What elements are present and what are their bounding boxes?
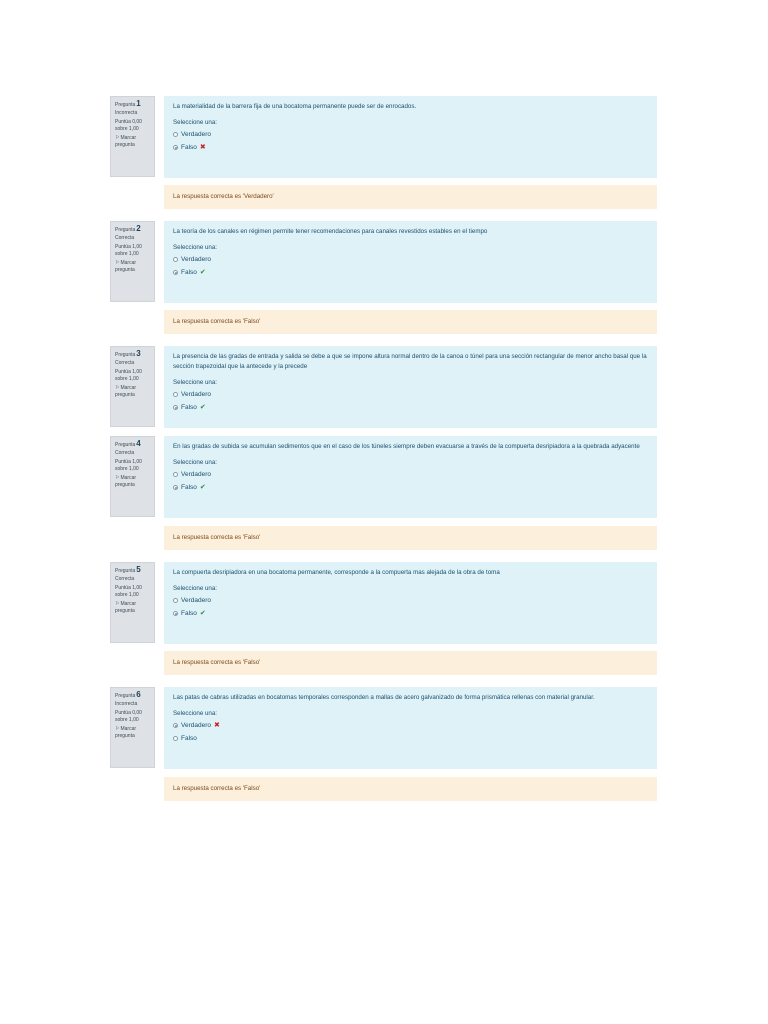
question-grade: Puntúa 1,00 sobre 1,00 bbox=[115, 244, 142, 257]
answer-option[interactable]: Falso bbox=[173, 732, 648, 745]
question-number: Pregunta5 bbox=[115, 565, 141, 574]
answer-option[interactable]: Verdadero bbox=[173, 594, 648, 607]
flag-icon: ⚐ bbox=[115, 601, 120, 607]
answer-option[interactable]: Verdadero bbox=[173, 468, 648, 481]
flag-question-link[interactable]: ⚐Marcar pregunta bbox=[115, 385, 137, 398]
answer-prompt: Seleccione una: bbox=[173, 119, 218, 126]
question-info bbox=[110, 562, 155, 643]
answer-option[interactable]: Falso ✔ bbox=[173, 607, 648, 620]
flag-question-link[interactable]: ⚐Marcar pregunta bbox=[115, 601, 137, 614]
correct-check-icon: ✔ bbox=[199, 610, 206, 617]
flag-icon: ⚐ bbox=[115, 135, 120, 141]
radio-button[interactable] bbox=[173, 257, 178, 262]
question-number: Pregunta1 bbox=[115, 99, 141, 108]
radio-button[interactable] bbox=[173, 736, 178, 741]
question-number: Pregunta3 bbox=[115, 349, 141, 358]
radio-button-checked[interactable] bbox=[173, 723, 178, 728]
question-text: La materialidad de la barrera fija de una bocatoma permanente puede ser de enrocados. bbox=[173, 103, 417, 110]
question-formulation bbox=[164, 96, 657, 178]
answer-option[interactable]: Verdadero bbox=[173, 128, 648, 141]
answer-prompt: Seleccione una: bbox=[173, 244, 218, 251]
answer-option[interactable]: Falso ✔ bbox=[173, 401, 648, 414]
flag-question-link[interactable]: ⚐Marcar pregunta bbox=[115, 726, 137, 739]
question-info bbox=[110, 687, 155, 768]
question-grade: Puntúa 0,00 sobre 1,00 bbox=[115, 119, 142, 132]
answer-option[interactable]: Verdadero ✖ bbox=[173, 719, 648, 732]
flag-icon: ⚐ bbox=[115, 260, 120, 266]
answer-prompt: Seleccione una: bbox=[173, 710, 218, 717]
question-text: La teoría de los canales en régimen permite tener recomendaciones para canales revestidos estables en el tiempo bbox=[173, 228, 488, 235]
incorrect-cross-icon: ✖ bbox=[199, 144, 206, 151]
correct-answer-feedback: La respuesta correcta es 'Falso' bbox=[164, 777, 657, 801]
question-grade: Puntúa 1,00 sobre 1,00 bbox=[115, 369, 142, 382]
correct-answer-feedback: La respuesta correcta es 'Falso' bbox=[164, 526, 657, 550]
radio-button-checked[interactable] bbox=[173, 145, 178, 150]
correct-check-icon: ✔ bbox=[199, 484, 206, 491]
answer-option[interactable]: Verdadero bbox=[173, 253, 648, 266]
flag-question-link[interactable]: ⚐Marcar pregunta bbox=[115, 260, 137, 273]
question-number: Pregunta6 bbox=[115, 690, 141, 699]
correct-answer-feedback: La respuesta correcta es 'Falso' bbox=[164, 310, 657, 334]
radio-button-checked[interactable] bbox=[173, 611, 178, 616]
radio-button-checked[interactable] bbox=[173, 405, 178, 410]
answer-prompt: Seleccione una: bbox=[173, 459, 218, 466]
question-formulation bbox=[164, 436, 657, 518]
answer-option[interactable]: Falso ✖ bbox=[173, 141, 648, 154]
question-formulation bbox=[164, 562, 657, 644]
correct-answer-feedback: La respuesta correcta es 'Verdadero' bbox=[164, 185, 657, 209]
question-text: La presencia de las gradas de entrada y salida se debe a que se impone altura normal dentro de la canoa o túnel para una sección rectangular de menor ancho basal que la sección trapezoidal que la antecede y la precede bbox=[173, 353, 647, 370]
question-text: En las gradas de subida se acumulan sedimentos que en el caso de los túneles siempre deben evacuarse a través de la compuerta desripiadora a la quebrada adyacente bbox=[173, 443, 640, 450]
question-state: Incorrecta bbox=[115, 110, 138, 116]
question-grade: Puntúa 1,00 sobre 1,00 bbox=[115, 459, 142, 472]
answer-option[interactable]: Falso ✔ bbox=[173, 481, 648, 494]
question-formulation bbox=[164, 687, 657, 769]
incorrect-cross-icon: ✖ bbox=[214, 722, 220, 729]
flag-icon: ⚐ bbox=[115, 385, 120, 391]
question-state: Correcta bbox=[115, 360, 135, 366]
question-number: Pregunta4 bbox=[115, 439, 141, 448]
radio-button-checked[interactable] bbox=[173, 485, 178, 490]
question-text: La compuerta desripiadora en una bocatoma permanente, corresponde a la compuerta mas alejada de la obra de toma bbox=[173, 569, 500, 576]
question-info bbox=[110, 436, 155, 517]
radio-button[interactable] bbox=[173, 132, 178, 137]
answer-prompt: Seleccione una: bbox=[173, 585, 218, 592]
correct-answer-feedback: La respuesta correcta es 'Falso' bbox=[164, 651, 657, 675]
question-formulation bbox=[164, 346, 657, 428]
flag-question-link[interactable]: ⚐Marcar pregunta bbox=[115, 135, 137, 148]
question-grade: Puntúa 1,00 sobre 1,00 bbox=[115, 585, 142, 598]
question-state: Correcta bbox=[115, 450, 135, 456]
question-info bbox=[110, 96, 155, 177]
question-grade: Puntúa 0,00 sobre 1,00 bbox=[115, 710, 142, 723]
flag-icon: ⚐ bbox=[115, 726, 120, 732]
question-number: Pregunta2 bbox=[115, 224, 141, 233]
radio-button[interactable] bbox=[173, 392, 178, 397]
answer-prompt: Seleccione una: bbox=[173, 379, 218, 386]
radio-button-checked[interactable] bbox=[173, 270, 178, 275]
correct-check-icon: ✔ bbox=[199, 269, 206, 276]
question-state: Correcta bbox=[115, 235, 135, 241]
question-info bbox=[110, 346, 155, 427]
radio-button[interactable] bbox=[173, 472, 178, 477]
answer-option[interactable]: Verdadero bbox=[173, 388, 648, 401]
question-text: Las patas de cabras utilizadas en bocatomas temporales corresponden a mallas de acero galvanizado de forma prismática rellenas con material granular. bbox=[173, 694, 595, 701]
flag-question-link[interactable]: ⚐Marcar pregunta bbox=[115, 475, 137, 488]
question-state: Incorrecta bbox=[115, 701, 138, 707]
flag-icon: ⚐ bbox=[115, 475, 120, 481]
radio-button[interactable] bbox=[173, 598, 178, 603]
correct-check-icon: ✔ bbox=[199, 404, 206, 411]
answer-option[interactable]: Falso ✔ bbox=[173, 266, 648, 279]
question-info bbox=[110, 221, 155, 302]
question-formulation bbox=[164, 221, 657, 303]
question-state: Correcta bbox=[115, 576, 135, 582]
